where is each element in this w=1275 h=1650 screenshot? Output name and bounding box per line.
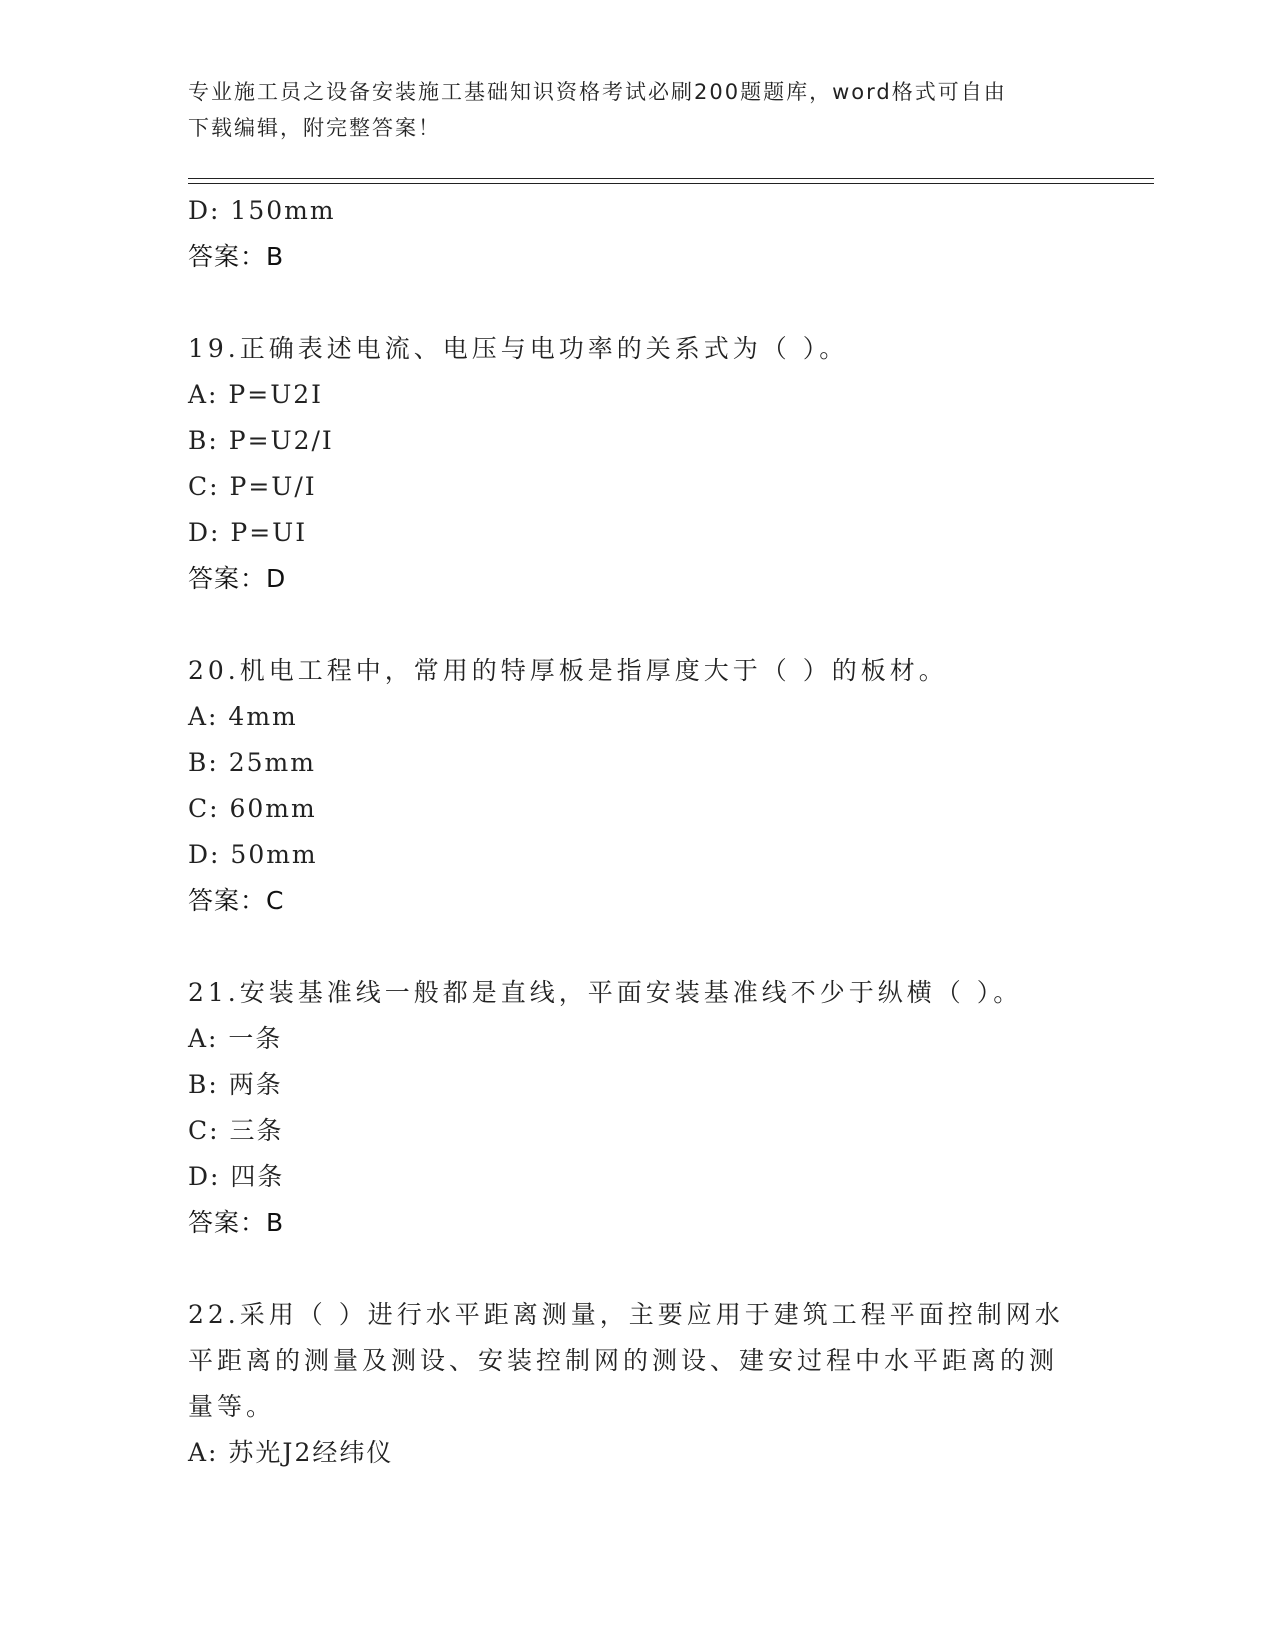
option-c: C: 三条 <box>188 1116 284 1145</box>
option-a: A: 4mm <box>188 702 298 731</box>
option-a: A: P=U2I <box>188 380 324 409</box>
document-header <box>188 74 1068 146</box>
option-c: C: 60mm <box>188 794 317 823</box>
question-22 <box>188 1292 1068 1476</box>
option-d: D: 四条 <box>188 1162 285 1191</box>
spacer <box>188 602 1068 648</box>
option-d: D: 50mm <box>188 840 318 869</box>
header-line-1: 专业施工员之设备安装施工基础知识资格考试必刷200题题库，word格式可自由 <box>188 80 1007 104</box>
header-line-2: 下载编辑，附完整答案！ <box>188 116 441 140</box>
answer-line: 答案：B <box>188 1208 285 1237</box>
answer-line: 答案：B <box>188 242 285 271</box>
option-d: D: P=UI <box>188 518 308 547</box>
question-20 <box>188 648 1068 924</box>
option-b: B: 两条 <box>188 1070 283 1099</box>
question-stem: 22.采用（ ）进行水平距离测量，主要应用于建筑工程平面控制网水平距离的测量及测设、安装控制网的测设、建安过程中水平距离的测量等。 <box>188 1300 1064 1421</box>
question-stem: 21.安装基准线一般都是直线，平面安装基准线不少于纵横（ ）。 <box>188 978 1023 1007</box>
option-d: D: 150mm <box>188 196 336 225</box>
option-a: A: 苏光J2经纬仪 <box>188 1438 394 1467</box>
question-21 <box>188 970 1068 1246</box>
spacer <box>188 924 1068 970</box>
header-divider-bottom <box>188 183 1154 184</box>
question-list <box>188 188 1068 1476</box>
option-a: A: 一条 <box>188 1024 283 1053</box>
spacer <box>188 1246 1068 1292</box>
question-19 <box>188 326 1068 602</box>
spacer <box>188 280 1068 326</box>
header-divider-top <box>188 178 1154 179</box>
answer-line: 答案：C <box>188 886 285 915</box>
answer-line: 答案：D <box>188 564 287 593</box>
option-b: B: 25mm <box>188 748 316 777</box>
question-stem: 20.机电工程中，常用的特厚板是指厚度大于（ ）的板材。 <box>188 656 948 685</box>
question-stem: 19.正确表述电流、电压与电功率的关系式为（ ）。 <box>188 334 849 363</box>
option-c: C: P=U/I <box>188 472 317 501</box>
option-b: B: P=U2/I <box>188 426 334 455</box>
